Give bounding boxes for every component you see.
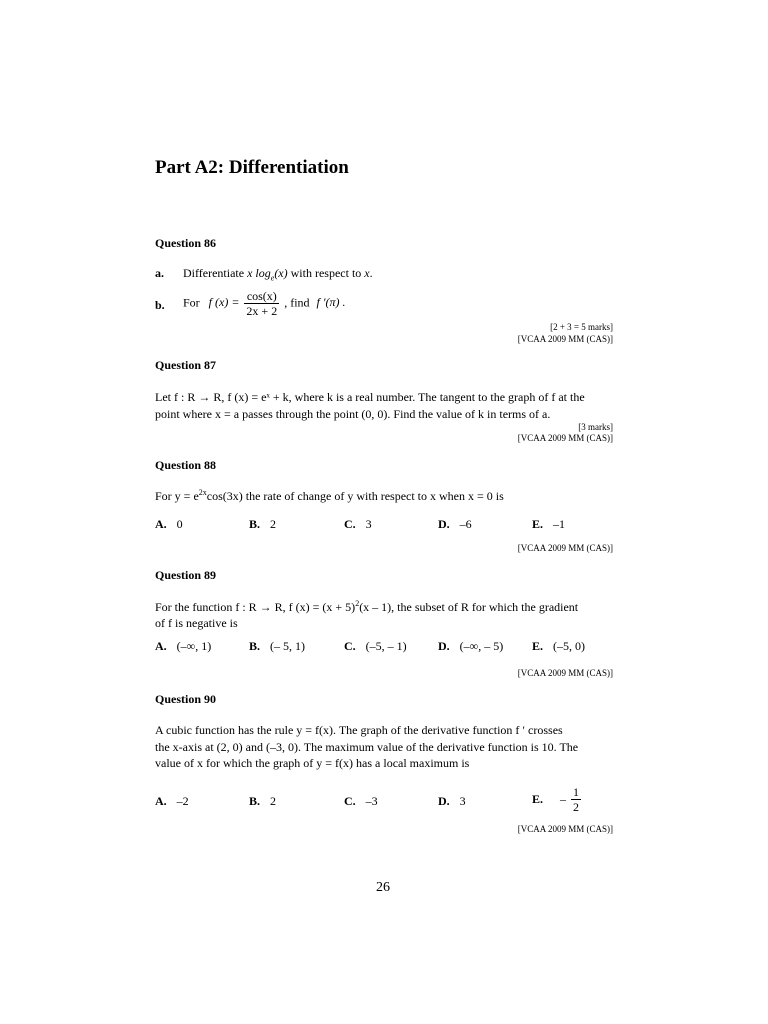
option-value: 3 bbox=[459, 794, 466, 808]
option-value: (–∞, – 5) bbox=[459, 639, 504, 653]
q90-line-1: A cubic function has the rule y = f(x). The graph of the derivative function f ′ crosses bbox=[155, 723, 563, 737]
option-label: C. bbox=[344, 517, 356, 531]
superscript: 2 bbox=[355, 599, 360, 608]
expr: (x) bbox=[274, 266, 288, 280]
q88-option-c[interactable] bbox=[344, 517, 372, 532]
option-label: C. bbox=[344, 639, 356, 653]
q88-source: [VCAA 2009 MM (CAS)] bbox=[517, 543, 613, 553]
text: For the function f : R → R, f (x) = (x + 5) bbox=[155, 600, 356, 614]
option-label: E. bbox=[532, 517, 544, 531]
part-label: b. bbox=[155, 298, 165, 312]
text: . bbox=[369, 266, 373, 280]
expr: f (x) = bbox=[208, 295, 240, 310]
text: with respect to bbox=[287, 266, 365, 280]
q88-option-d[interactable] bbox=[438, 517, 472, 532]
option-label: A. bbox=[155, 517, 167, 531]
q89-option-c[interactable] bbox=[344, 639, 407, 654]
option-value: –1 bbox=[553, 517, 566, 531]
question-89-title: Question 89 bbox=[155, 568, 217, 582]
expr: x log bbox=[247, 266, 271, 280]
question-87-title: Question 87 bbox=[155, 358, 217, 372]
part-label: a. bbox=[155, 266, 164, 280]
option-label: A. bbox=[155, 794, 167, 808]
q90-option-d[interactable] bbox=[438, 794, 466, 809]
numerator: cos(x) bbox=[244, 289, 279, 304]
q89-option-a[interactable] bbox=[155, 639, 211, 654]
option-label: B. bbox=[249, 639, 261, 653]
q89-option-e[interactable] bbox=[532, 639, 585, 654]
option-value: (–∞, 1) bbox=[176, 639, 212, 653]
option-value: 2 bbox=[270, 794, 277, 808]
q86-part-b bbox=[155, 298, 165, 313]
page-title: Part A2: Differentiation bbox=[155, 157, 349, 178]
denominator: 2 bbox=[573, 800, 580, 814]
question-88-title: Question 88 bbox=[155, 458, 217, 472]
text: cos(3x) the rate of change of y with respect to x when x = 0 is bbox=[206, 489, 504, 503]
q90-source: [VCAA 2009 MM (CAS)] bbox=[517, 824, 613, 834]
q87-source: [VCAA 2009 MM (CAS)] bbox=[517, 433, 613, 443]
q86-source: [VCAA 2009 MM (CAS)] bbox=[517, 334, 613, 344]
var: x bbox=[364, 266, 370, 280]
q89-option-b[interactable] bbox=[249, 639, 305, 654]
q86-marks: [2 + 3 = 5 marks] bbox=[550, 322, 613, 332]
text: For bbox=[183, 295, 200, 310]
numerator: 1 bbox=[573, 785, 580, 799]
question-90-title: Question 90 bbox=[155, 692, 217, 706]
q89-line-2: of f is negative is bbox=[155, 616, 238, 630]
text: , find bbox=[284, 295, 310, 310]
fraction bbox=[244, 289, 279, 318]
q88-option-e[interactable] bbox=[532, 517, 565, 532]
option-label: B. bbox=[249, 517, 261, 531]
q90-line-2: the x-axis at (2, 0) and (–3, 0). The maximum value of the derivative function is 10. The bbox=[155, 740, 579, 754]
option-label: C. bbox=[344, 794, 356, 808]
question-86-title: Question 86 bbox=[155, 236, 217, 250]
q87-marks: [3 marks] bbox=[578, 422, 613, 432]
option-label: D. bbox=[438, 639, 450, 653]
q90-option-a[interactable] bbox=[155, 794, 189, 809]
text: (x – 1), the subset of R for which the gradient bbox=[359, 600, 579, 614]
option-value: (–5, 0) bbox=[553, 639, 586, 653]
page-number: 26 bbox=[376, 880, 390, 895]
option-value: 3 bbox=[365, 517, 372, 531]
option-value: 0 bbox=[176, 517, 183, 531]
option-value: (–5, – 1) bbox=[365, 639, 407, 653]
option-sign: – bbox=[560, 792, 567, 806]
text: For y = e bbox=[155, 489, 199, 503]
option-label: B. bbox=[249, 794, 261, 808]
q86-part-b-text bbox=[183, 289, 346, 318]
denominator: 2x + 2 bbox=[246, 304, 278, 318]
option-fraction bbox=[571, 785, 581, 814]
option-label: A. bbox=[155, 639, 167, 653]
q90-option-c[interactable] bbox=[344, 794, 378, 809]
q87-line-2: point where x = a passes through the point (0, 0). Find the value of k in terms of a. bbox=[155, 407, 551, 421]
option-value: 2 bbox=[270, 517, 277, 531]
option-value: –6 bbox=[459, 517, 472, 531]
q90-line-3: value of x for which the graph of y = f(x) has a local maximum is bbox=[155, 756, 470, 770]
option-label: D. bbox=[438, 517, 450, 531]
option-value: –3 bbox=[365, 794, 378, 808]
q89-line-1 bbox=[155, 599, 578, 615]
q90-option-b[interactable] bbox=[249, 794, 276, 809]
q87-line-1: Let f : R → R, f (x) = eˣ + k, where k is a real number. The tangent to the graph of f at the bbox=[155, 390, 585, 404]
subscript: e bbox=[270, 273, 275, 283]
option-value: (– 5, 1) bbox=[270, 639, 306, 653]
q88-option-a[interactable] bbox=[155, 517, 183, 532]
option-label: E. bbox=[532, 792, 544, 806]
q86-part-a bbox=[155, 266, 164, 281]
q88-option-b[interactable] bbox=[249, 517, 276, 532]
q88-stem bbox=[155, 488, 504, 504]
option-label: E. bbox=[532, 639, 544, 653]
option-value: –2 bbox=[176, 794, 189, 808]
expr: f ′(π) . bbox=[316, 295, 346, 310]
q90-option-e[interactable] bbox=[532, 785, 583, 814]
text: Differentiate bbox=[183, 266, 248, 280]
q86-part-a-text bbox=[183, 266, 373, 282]
option-label: D. bbox=[438, 794, 450, 808]
q89-source: [VCAA 2009 MM (CAS)] bbox=[517, 668, 613, 678]
superscript: 2x bbox=[198, 488, 207, 497]
q89-option-d[interactable] bbox=[438, 639, 503, 654]
